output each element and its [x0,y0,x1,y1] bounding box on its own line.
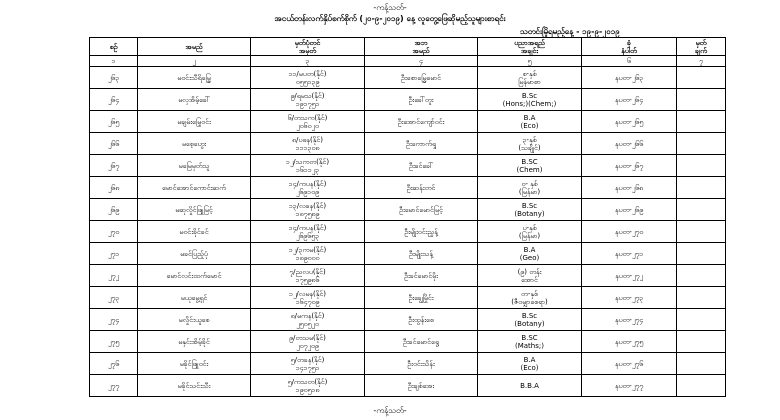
seat-number: နပတ-၂၇၃ [614,293,644,302]
education-line2: မြန်မာစာ [518,77,541,86]
column-header [478,38,582,56]
document-title: အငယ်တန်းလက်နှိပ်စက်စိုက် (၂၀-၉-၂၀၁၉) နေ့ လူတွေ့ဖြေဆိုမည့်သူများစာရင်း [274,14,506,23]
seat-number-cell [582,199,677,221]
father-name: ဦးဆန်းတင် [406,183,436,192]
father-name-cell [365,221,478,243]
column-header-line2: အချင်း [520,46,539,55]
nrc-line1-cell [251,331,365,353]
father-name-cell [365,287,478,309]
education-line1: စ-နှစ် [522,69,537,78]
table-row [90,111,726,133]
column-number: ၅ [478,56,582,67]
seat-number: နပတ-၂၆၅ [614,117,644,126]
remarks-cell [677,67,726,89]
father-name: ဦးမျိုးဝင်းညွှန့် [404,227,438,236]
candidate-name: မခိုင်ဖြူဝင်း [179,359,209,368]
column-header [251,38,365,56]
candidate-name-cell [138,199,251,221]
row-number-cell [90,309,138,331]
father-name: ဦးခင်မောင်မိုး [404,271,438,280]
nrc-line2: ၁၆၄၇၀၉ [295,297,320,306]
column-number: ၃ [251,56,365,67]
nrc-line1-cell [251,353,365,375]
remarks-cell [677,265,726,287]
education-line1-cell [478,67,582,89]
seat-number: နပတ-၂၇၀ [614,227,644,236]
education-line1-cell [478,177,582,199]
father-name: ဦးအောင်ကျော်ဝင်း [397,117,445,126]
remarks-cell [677,89,726,111]
nrc-line2: ၁၇၅၉၈၆ [295,275,320,284]
seat-number-cell [582,89,677,111]
education-line2: (Botany) [514,319,545,328]
nrc-line1-cell [251,221,365,243]
education-line2: (Chem) [516,165,543,174]
nrc-line1-cell [251,155,365,177]
nrc-line1: ၈/ပဖန(နိုင်) [292,135,323,144]
education-line1-cell [478,287,582,309]
seat-number-cell [582,309,677,331]
row-number: ၂၆၈ [107,183,120,192]
remarks-cell [677,243,726,265]
seat-number: နပတ-၂၇၄ [614,315,644,324]
row-number: ၂၇၇ [107,381,120,390]
father-name-cell [365,265,478,287]
row-number: ၂၆၅ [107,117,120,126]
father-name: ဦးမောင်မောင်မြင့် [399,205,443,214]
column-header-line1: မှတ် [695,38,707,47]
column-header-line2: ချက် [695,46,707,55]
education-line1-cell [478,331,582,353]
education-line1-cell [478,155,582,177]
candidate-name: မောင်လင်းထက်မောင် [166,271,222,280]
table-header-row [90,38,726,56]
nrc-line1-cell [251,287,365,309]
column-header [677,38,726,56]
table-row [90,375,726,397]
nrc-line2: ၁၉၁၇၅၁ [295,99,320,108]
row-number: ၂၆၆ [107,139,120,148]
seat-number-cell [582,243,677,265]
education-line1: B.B.A [520,381,539,390]
table-row [90,199,726,221]
seat-number: နပတ-၂၆၃ [614,73,644,82]
seat-number: နပတ-၂၇၇ [614,381,644,390]
father-name: ဦးချစ်အေး [407,381,435,390]
remarks-cell [677,155,726,177]
education-line1-cell [478,375,582,397]
nrc-line2: ၁၄၁၇၅၁ [295,363,320,372]
table-row [90,265,726,287]
nrc-line2: ၂၅၀၅၂၀ [296,319,319,328]
row-number: ၂၇၃ [107,293,120,302]
father-name: ဦးချွေမြိုင်း [408,293,434,302]
nrc-line1: ၅/တခန(နိုင်) [290,355,325,364]
nrc-line1: ၁၂/၃ကမ(နိုင်) [288,245,327,254]
row-number-cell [90,353,138,375]
father-name-cell [365,89,478,111]
father-name-cell [365,67,478,89]
seat-number: နပတ-၂၆၇ [614,161,644,170]
education-line2: (Eco) [520,363,539,372]
education-line2: (Maths;) [515,341,544,350]
restricted-mark-bottom: -ကန့်သတ်- [373,406,407,415]
column-header-line1: အမည် [185,42,203,51]
candidate-name: မဆုလှိုင်ဖြူမြင့် [175,205,213,214]
seat-number-cell [582,221,677,243]
row-number: ၂၆၃ [107,73,120,82]
table-row [90,67,726,89]
father-name-cell [365,177,478,199]
education-line1-cell [478,265,582,287]
nrc-line1: ၁၁/မပတ(နိုင်) [288,69,327,78]
education-line1: B.SC [521,333,538,342]
column-header-line1: စဉ် [109,42,118,51]
education-line1: B.A [523,245,536,254]
candidate-name: မလှိုင်းယူစေ [178,315,210,324]
nrc-line2: ၂၀၇၂၀၉ [296,341,319,350]
education-line1: ၀- နှစ် [521,179,538,188]
father-name-cell [365,133,478,155]
education-line1-cell [478,89,582,111]
table-row [90,287,726,309]
candidate-name: မခင်ပြည့်ပုံ [180,249,208,258]
education-line2: (မြန်မာ) [518,187,541,196]
row-number: ၂၆၇ [107,161,120,170]
table-row [90,155,726,177]
remarks-cell [677,221,726,243]
row-number: ၂၇၅ [107,337,120,346]
column-header-line1: အဘ [414,38,428,47]
row-number-cell [90,199,138,221]
seat-number-cell [582,287,677,309]
nrc-line1: ၁၄/ကပန(နိုင်) [288,223,327,232]
education-line2: (သချိုင်) [518,143,541,152]
row-number-cell [90,155,138,177]
father-name: ဦးဝင်းသိန်း [407,359,435,368]
father-name-cell [365,111,478,133]
seat-number-cell [582,265,677,287]
seat-number-cell [582,177,677,199]
education-line1: (၉) တန်း [517,267,542,276]
education-line1: ပ-နှစ် [522,223,537,232]
column-number: ၇ [677,56,726,67]
education-line2: (Eco) [520,121,539,130]
father-name: ဦးစောမြွှေမောင် [401,73,441,82]
candidate-name: မနှင်းအိမ့်ခိုင် [178,337,210,346]
seat-number: နပတ-၂၆၉ [614,205,644,214]
nrc-line1: ၉/ရမသ(နိုင်) [290,91,325,100]
education-line1-cell [478,199,582,221]
remarks-cell [677,133,726,155]
column-number-row [90,56,726,67]
seat-number: နပတ-၂၇၁ [614,249,644,258]
nrc-line1: ၁၂/လမန(နိုင်) [289,289,326,298]
father-name: ဦးကောက်ရှု [405,139,437,148]
table-row [90,309,726,331]
seat-number-cell [582,111,677,133]
candidate-name: မခိုင်သင်းသီး [177,381,211,390]
education-line1-cell [478,353,582,375]
nrc-line2: ၂၆၉၆၅၃ [295,231,320,240]
column-header [365,38,478,56]
candidate-name-cell [138,309,251,331]
nrc-line1-cell [251,89,365,111]
seat-number-cell [582,331,677,353]
table-row [90,89,726,111]
seat-number: နပတ-၂၆၆ [614,139,644,148]
candidate-name-cell [138,177,251,199]
candidate-name: မဝင်းခိုင်ခင် [179,227,209,236]
column-header-line2: အမည် [412,46,430,55]
row-number: ၂၆၄ [107,95,120,104]
candidate-name-cell [138,353,251,375]
father-name: ဦးထွန်းစေ [408,315,434,324]
education-line1: B.A [523,355,536,364]
column-header [138,38,251,56]
nrc-line1: ၅/ကသတ(နိုင်) [287,377,328,386]
seat-number: နပတ-၂၇၂ [615,271,643,280]
education-line1-cell [478,133,582,155]
column-header [582,38,677,56]
father-name-cell [365,243,478,265]
nrc-line1: ၇/ညလပ(နိုင်) [289,267,326,276]
education-line1: B.SC [521,157,538,166]
education-line2: (Botany) [514,209,545,218]
candidate-name-cell [138,111,251,133]
nrc-line1: ၉/တသမ(နိုင်) [289,333,326,342]
remarks-cell [677,177,726,199]
father-name-cell [365,353,478,375]
father-name: ဦးခင်မောင်ရွေ [403,337,439,346]
nrc-line2: ၁၉၀၅၁၈ [295,385,320,394]
row-number-cell [90,331,138,353]
row-number-cell [90,265,138,287]
education-line1: B.Sc [521,201,538,210]
nrc-line1: ၆/တသက(နိုင်) [287,113,328,122]
row-number-cell [90,221,138,243]
nrc-line2: ၂၆၉၁၀၉ [295,187,320,196]
table-row [90,353,726,375]
column-number: ၂ [138,56,251,67]
candidate-name-cell [138,375,251,397]
column-header-line1: ပညာအရည် [514,38,545,47]
date-line: သတင်းမြိုရမည့်နေ့ - ၁၉-၉-၂၀၁၉ [520,27,620,36]
remarks-cell [677,331,726,353]
remarks-cell [677,111,726,133]
father-name: ဦးခေါ်တူး [408,95,434,104]
row-number: ၂၇၀ [107,227,120,236]
seat-number-cell [582,375,677,397]
remarks-cell [677,199,726,221]
nrc-line2: ၀၅၅၁၃၉ [295,77,320,86]
father-name-cell [365,331,478,353]
row-number-cell [90,177,138,199]
column-header-line1: ခုံ [627,38,631,47]
education-line1-cell [478,111,582,133]
row-number-cell [90,287,138,309]
education-line2: (မြန်မာ) [518,231,541,240]
seat-number: နပတ-၂၇၅ [614,337,644,346]
remarks-cell [677,309,726,331]
education-line1-cell [478,243,582,265]
nrc-line1: ၁၂/သကတ(နိုင်) [285,157,330,166]
father-name-cell [365,375,478,397]
row-number: ၂၆၉ [107,205,120,214]
candidate-name: မချမ်းမြေ့ဝင်း [177,117,211,126]
candidate-name: မမြေမှတ်သူ [178,161,210,170]
education-line2: အောင် [521,275,538,284]
nrc-line1: ၈/မကန(နိုင်) [290,311,325,320]
column-header-line2: အမှတ် [298,46,317,55]
table-row [90,133,726,155]
nrc-line1-cell [251,199,365,221]
table-row [90,243,726,265]
row-number-cell [90,375,138,397]
education-line1-cell [478,309,582,331]
nrc-line1-cell [251,133,365,155]
candidate-name-cell [138,155,251,177]
candidate-name-cell [138,67,251,89]
remarks-cell [677,287,726,309]
remarks-cell [677,353,726,375]
education-line1: ၃-နှစ် [522,135,537,144]
restricted-mark-top: -ကန့်သတ်- [373,3,407,12]
candidate-name: မယုမွေ့ရှင် [180,293,208,302]
row-number-cell [90,89,138,111]
column-header-line1: မှတ်ပုံတင် [294,38,321,47]
father-name: ဦးခင်ခေါ် [408,161,434,170]
seat-number-cell [582,67,677,89]
table-row [90,221,726,243]
seat-number: နပတ-၂၆၈ [614,183,644,192]
row-number: ၂၇၄ [107,315,120,324]
row-number-cell [90,133,138,155]
column-number: ၄ [365,56,478,67]
education-line2: (ဇီဝမျှာစေရာ) [511,297,548,306]
candidate-name-cell [138,89,251,111]
education-line2: (Hons;)(Chem;) [502,99,557,108]
column-number: ၁ [90,56,138,67]
table-body [90,67,726,397]
seat-number: နပတ-၂၆၄ [614,95,644,104]
seat-number-cell [582,133,677,155]
education-line1-cell [478,221,582,243]
nrc-line2: ၁၁၁၃၀၈ [295,143,320,152]
seat-number: နပတ-၂၇၆ [614,359,644,368]
candidate-name-cell [138,133,251,155]
seat-number-cell [582,353,677,375]
education-line1: B.A [523,113,536,122]
column-header-line2: နံပါတ် [621,46,637,55]
nrc-line1-cell [251,243,365,265]
candidate-name: မစေ့ဟွေး [181,139,207,148]
nrc-line1: ၁၃/လခန(နိုင်) [288,201,327,210]
father-name-cell [365,309,478,331]
education-line1: တ-နှစ် [521,289,538,298]
candidate-table [89,37,726,397]
row-number-cell [90,111,138,133]
nrc-line2: ၁၆၁၁၂၃ [295,165,320,174]
nrc-line1-cell [251,177,365,199]
row-number: ၂၇၆ [107,359,120,368]
candidate-name-cell [138,243,251,265]
nrc-line2: ၁၈၇၅၈၉ [295,209,320,218]
table-row [90,331,726,353]
father-name-cell [365,155,478,177]
row-number-cell [90,243,138,265]
father-name: ဦးမျိုးသန့် [409,249,433,258]
education-line1: B.Sc [521,91,538,100]
nrc-line2: ၂၀၆၀၂၀ [296,121,319,130]
nrc-line2: ၁၈၉၀၀၀ [295,253,320,262]
education-line2: (Geo) [519,253,540,262]
candidate-name-cell [138,287,251,309]
column-number: ၆ [582,56,677,67]
candidate-name: မဝင်းသီရိမြွှေ [177,73,211,82]
table-row [90,177,726,199]
father-name-cell [365,199,478,221]
nrc-line1: ၁၄/ကပန(နိုင်) [288,179,327,188]
candidate-name-cell [138,331,251,353]
row-number-cell [90,67,138,89]
nrc-line1-cell [251,265,365,287]
column-header [90,38,138,56]
education-line1: B.Sc [521,311,538,320]
row-number: ၂၇၁ [107,249,120,258]
nrc-line1-cell [251,67,365,89]
nrc-line1-cell [251,309,365,331]
nrc-line1-cell [251,375,365,397]
candidate-name-cell [138,221,251,243]
candidate-name: မလှအိမ့်ခေါ် [178,95,210,104]
row-number: ၂၇၂ [108,271,119,280]
candidate-name-cell [138,265,251,287]
remarks-cell [677,375,726,397]
nrc-line1-cell [251,111,365,133]
seat-number-cell [582,155,677,177]
candidate-name: မောင်အောင်ကောင်းဆက် [161,183,227,192]
